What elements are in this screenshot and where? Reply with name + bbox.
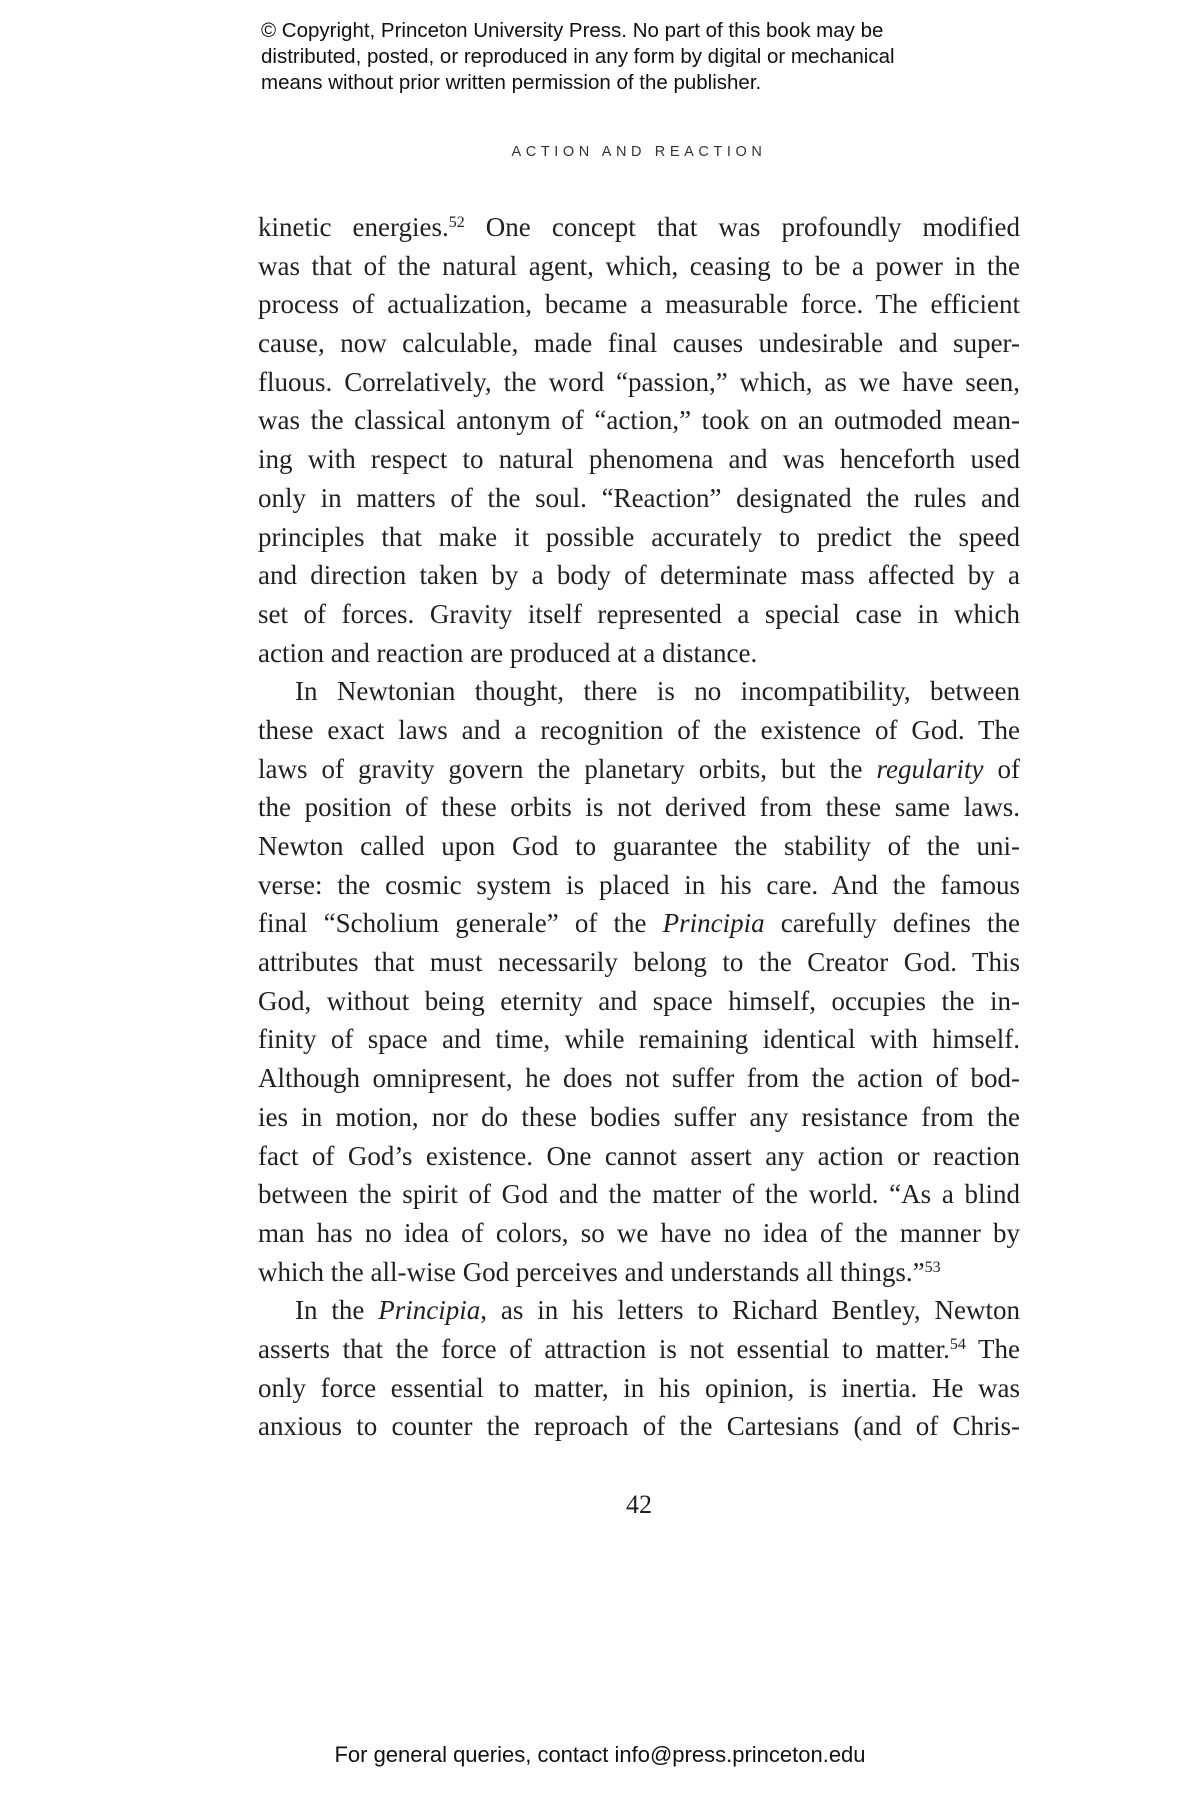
text-line: In the Principia, as in his letters to Richard Bentley, Newton [295, 1295, 1020, 1326]
text-line: set of forces. Gravity itself represented a special case in which [258, 598, 1020, 629]
footnote-ref[interactable]: 53 [924, 1258, 941, 1276]
page-number: 42 [626, 1490, 652, 1519]
text-line: God, without being eternity and space himself, occupies the in- [258, 985, 1020, 1016]
paragraph [258, 672, 1020, 1291]
text-line: fluous. Correlatively, the word “passion,” which, as we have seen, [258, 366, 1020, 397]
footnote-ref[interactable]: 52 [448, 214, 465, 231]
text-line: cause, now calculable, made final causes undesirable and super- [258, 328, 1020, 359]
text-line: between the spirit of God and the matter of the world. “As a blind [258, 1179, 1020, 1210]
text-line: man has no idea of colors, so we have no idea of the manner by [258, 1217, 1020, 1248]
text-line: final “Scholium generale” of the Principia carefully defines the [258, 908, 1020, 939]
text-line: laws of gravity govern the planetary orbits, but the regularity of [258, 753, 1020, 784]
text-line: verse: the cosmic system is placed in his care. And the famous [258, 869, 1020, 900]
body-text [258, 208, 1020, 1446]
text-line: asserts that the force of attraction is not essential to matter.$^{54}$ The [258, 1333, 1020, 1364]
text-line: fact of God’s existence. One cannot assert any action or reaction [258, 1140, 1020, 1171]
text-line: which the all-wise God perceives and understands all things.”$^{53}$ [258, 1256, 941, 1287]
text-line: and direction taken by a body of determinate mass affected by a [258, 560, 1020, 591]
footnote-ref[interactable]: 54 [949, 1335, 966, 1353]
italic-title: Principia [662, 908, 765, 939]
italic-title: Principia [378, 1295, 481, 1326]
paragraph [258, 1291, 1020, 1446]
italic-term: regularity [876, 753, 984, 784]
running-head: ACTION AND REACTION [511, 144, 767, 160]
text-line: attributes that must necessarily belong to the Creator God. This [258, 947, 1020, 978]
text-line: principles that make it possible accurately to predict the speed [258, 521, 1020, 552]
text-line: anxious to counter the reproach of the Cartesians (and of Chris- [258, 1411, 1020, 1442]
text-line: ies in motion, nor do these bodies suffer any resistance from the [258, 1101, 1020, 1132]
text-line: only in matters of the soul. “Reaction” designated the rules and [258, 482, 1020, 513]
copyright-notice [261, 18, 981, 96]
text-line: the position of these orbits is not derived from these same laws. [258, 792, 1020, 823]
text-line: only force essential to matter, in his opinion, is inertia. He was [258, 1372, 1020, 1403]
text-line: kinetic energies.$^{52}$ One concept that was profoundly modified [258, 212, 1020, 242]
footer-contact: For general queries, contact info@press.princeton.edu [334, 1742, 866, 1767]
paragraph [258, 208, 1020, 672]
text-line: In Newtonian thought, there is no incompatibility, between [295, 676, 1020, 707]
text-line: was that of the natural agent, which, ceasing to be a power in the [258, 250, 1020, 281]
copyright-line: distributed, posted, or reproduced in any form by digital or mechanical [261, 45, 895, 68]
text-line: these exact laws and a recognition of the existence of God. The [258, 714, 1020, 745]
text-line: Although omnipresent, he does not suffer from the action of bod- [258, 1063, 1020, 1094]
text-line: was the classical antonym of “action,” took on an outmoded mean- [258, 405, 1020, 436]
text-line: Newton called upon God to guarantee the stability of the uni- [258, 831, 1020, 861]
text-line: process of actualization, became a measurable force. The efficient [258, 289, 1020, 320]
text-line: finity of space and time, while remaining identical with himself. [258, 1024, 1020, 1055]
copyright-line: means without prior written permission of the publisher. [261, 71, 762, 94]
copyright-line: © Copyright, Princeton University Press. No part of this book may be [261, 19, 884, 42]
text-line: action and reaction are produced at a distance. [258, 637, 758, 668]
text-line: ing with respect to natural phenomena and was henceforth used [258, 444, 1020, 475]
